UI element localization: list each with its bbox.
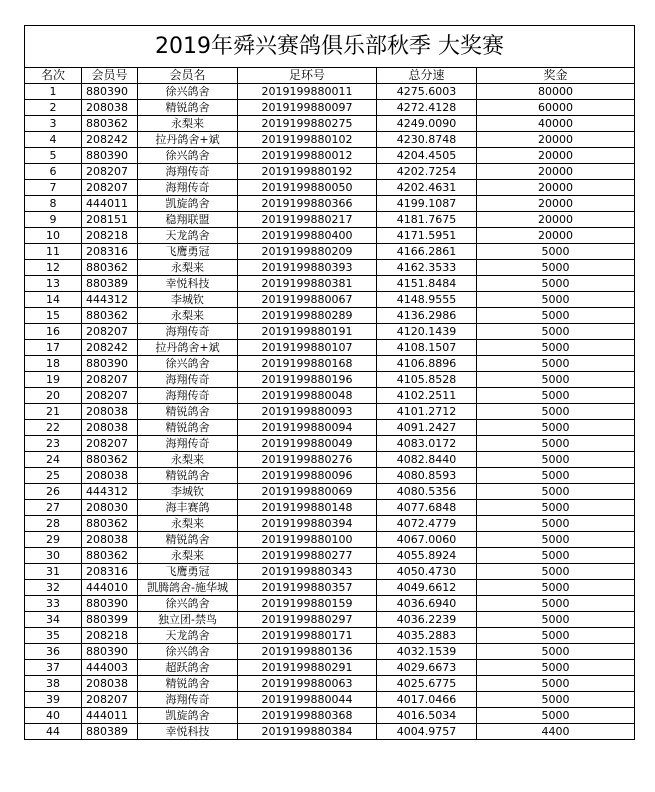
member-name-cell: 永梨来 bbox=[138, 308, 238, 324]
total-speed-cell: 4017.0466 bbox=[377, 692, 477, 708]
prize-cell: 5000 bbox=[477, 644, 635, 660]
member-id-cell: 444312 bbox=[82, 484, 138, 500]
member-name-cell: 李城钦 bbox=[138, 484, 238, 500]
rank-cell: 4 bbox=[25, 132, 82, 148]
table-row bbox=[25, 260, 635, 276]
rank-cell: 18 bbox=[25, 356, 82, 372]
results-table bbox=[24, 25, 635, 740]
ring-number-cell: 2019199880148 bbox=[238, 500, 377, 516]
rank-cell: 36 bbox=[25, 644, 82, 660]
rank-cell: 9 bbox=[25, 212, 82, 228]
prize-cell: 5000 bbox=[477, 452, 635, 468]
table-row bbox=[25, 180, 635, 196]
rank-cell: 6 bbox=[25, 164, 82, 180]
total-speed-cell: 4249.0090 bbox=[377, 116, 477, 132]
ring-number-cell: 2019199880357 bbox=[238, 580, 377, 596]
column-header-prize: 奖金 bbox=[477, 68, 635, 84]
rank-cell: 23 bbox=[25, 436, 82, 452]
table-row bbox=[25, 244, 635, 260]
member-name-cell: 精锐鸽舍 bbox=[138, 676, 238, 692]
table-row bbox=[25, 548, 635, 564]
results-sheet bbox=[24, 25, 634, 740]
member-name-cell: 永梨来 bbox=[138, 548, 238, 564]
table-row bbox=[25, 148, 635, 164]
prize-cell: 5000 bbox=[477, 260, 635, 276]
rank-cell: 30 bbox=[25, 548, 82, 564]
table-row bbox=[25, 164, 635, 180]
ring-number-cell: 2019199880097 bbox=[238, 100, 377, 116]
member-name-cell: 飞鹰勇冠 bbox=[138, 244, 238, 260]
total-speed-cell: 4016.5034 bbox=[377, 708, 477, 724]
total-speed-cell: 4082.8440 bbox=[377, 452, 477, 468]
total-speed-cell: 4032.1539 bbox=[377, 644, 477, 660]
total-speed-cell: 4025.6775 bbox=[377, 676, 477, 692]
total-speed-cell: 4105.8528 bbox=[377, 372, 477, 388]
total-speed-cell: 4151.8484 bbox=[377, 276, 477, 292]
member-id-cell: 208207 bbox=[82, 372, 138, 388]
column-header-ring-number: 足环号 bbox=[238, 68, 377, 84]
member-id-cell: 880390 bbox=[82, 356, 138, 372]
member-id-cell: 208316 bbox=[82, 564, 138, 580]
total-speed-cell: 4036.2239 bbox=[377, 612, 477, 628]
prize-cell: 5000 bbox=[477, 468, 635, 484]
rank-cell: 20 bbox=[25, 388, 82, 404]
prize-cell: 5000 bbox=[477, 420, 635, 436]
table-row bbox=[25, 452, 635, 468]
ring-number-cell: 2019199880368 bbox=[238, 708, 377, 724]
header-row bbox=[25, 68, 635, 84]
table-row bbox=[25, 660, 635, 676]
member-name-cell: 海翔传奇 bbox=[138, 324, 238, 340]
ring-number-cell: 2019199880102 bbox=[238, 132, 377, 148]
total-speed-cell: 4036.6940 bbox=[377, 596, 477, 612]
prize-cell: 5000 bbox=[477, 356, 635, 372]
ring-number-cell: 2019199880159 bbox=[238, 596, 377, 612]
total-speed-cell: 4202.4631 bbox=[377, 180, 477, 196]
table-row bbox=[25, 564, 635, 580]
prize-cell: 5000 bbox=[477, 708, 635, 724]
ring-number-cell: 2019199880050 bbox=[238, 180, 377, 196]
ring-number-cell: 2019199880012 bbox=[238, 148, 377, 164]
column-header-total-speed: 总分速 bbox=[377, 68, 477, 84]
table-row bbox=[25, 388, 635, 404]
total-speed-cell: 4120.1439 bbox=[377, 324, 477, 340]
ring-number-cell: 2019199880277 bbox=[238, 548, 377, 564]
prize-cell: 5000 bbox=[477, 404, 635, 420]
member-name-cell: 徐兴鸽舍 bbox=[138, 596, 238, 612]
prize-cell: 5000 bbox=[477, 676, 635, 692]
member-id-cell: 208207 bbox=[82, 324, 138, 340]
prize-cell: 5000 bbox=[477, 500, 635, 516]
member-id-cell: 208038 bbox=[82, 404, 138, 420]
member-id-cell: 444010 bbox=[82, 580, 138, 596]
ring-number-cell: 2019199880384 bbox=[238, 724, 377, 740]
table-row bbox=[25, 708, 635, 724]
ring-number-cell: 2019199880291 bbox=[238, 660, 377, 676]
table-row bbox=[25, 324, 635, 340]
prize-cell: 5000 bbox=[477, 596, 635, 612]
member-name-cell: 海翔传奇 bbox=[138, 372, 238, 388]
table-row bbox=[25, 84, 635, 100]
table-row bbox=[25, 196, 635, 212]
member-name-cell: 凯腾鸽舍-施华城 bbox=[138, 580, 238, 596]
ring-number-cell: 2019199880276 bbox=[238, 452, 377, 468]
member-id-cell: 880362 bbox=[82, 116, 138, 132]
ring-number-cell: 2019199880011 bbox=[238, 84, 377, 100]
prize-cell: 60000 bbox=[477, 100, 635, 116]
ring-number-cell: 2019199880343 bbox=[238, 564, 377, 580]
member-name-cell: 海翔传奇 bbox=[138, 692, 238, 708]
table-row bbox=[25, 500, 635, 516]
table-row bbox=[25, 228, 635, 244]
member-id-cell: 880390 bbox=[82, 596, 138, 612]
rank-cell: 34 bbox=[25, 612, 82, 628]
member-id-cell: 880362 bbox=[82, 548, 138, 564]
total-speed-cell: 4035.2883 bbox=[377, 628, 477, 644]
ring-number-cell: 2019199880100 bbox=[238, 532, 377, 548]
ring-number-cell: 2019199880196 bbox=[238, 372, 377, 388]
member-name-cell: 精锐鸽舍 bbox=[138, 404, 238, 420]
rank-cell: 15 bbox=[25, 308, 82, 324]
table-row bbox=[25, 484, 635, 500]
rank-cell: 1 bbox=[25, 84, 82, 100]
rank-cell: 21 bbox=[25, 404, 82, 420]
member-name-cell: 李城钦 bbox=[138, 292, 238, 308]
total-speed-cell: 4055.8924 bbox=[377, 548, 477, 564]
member-id-cell: 208207 bbox=[82, 388, 138, 404]
member-name-cell: 精锐鸽舍 bbox=[138, 100, 238, 116]
member-id-cell: 880399 bbox=[82, 612, 138, 628]
total-speed-cell: 4162.3533 bbox=[377, 260, 477, 276]
ring-number-cell: 2019199880094 bbox=[238, 420, 377, 436]
member-id-cell: 208151 bbox=[82, 212, 138, 228]
sheet-title: 2019年舜兴赛鸽俱乐部秋季 大奖赛 bbox=[25, 26, 635, 68]
member-name-cell: 徐兴鸽舍 bbox=[138, 84, 238, 100]
member-name-cell: 永梨来 bbox=[138, 116, 238, 132]
column-header-member-name: 会员名 bbox=[138, 68, 238, 84]
ring-number-cell: 2019199880136 bbox=[238, 644, 377, 660]
total-speed-cell: 4199.1087 bbox=[377, 196, 477, 212]
ring-number-cell: 2019199880096 bbox=[238, 468, 377, 484]
total-speed-cell: 4272.4128 bbox=[377, 100, 477, 116]
prize-cell: 40000 bbox=[477, 116, 635, 132]
total-speed-cell: 4050.4730 bbox=[377, 564, 477, 580]
member-id-cell: 880389 bbox=[82, 724, 138, 740]
member-name-cell: 徐兴鸽舍 bbox=[138, 356, 238, 372]
ring-number-cell: 2019199880063 bbox=[238, 676, 377, 692]
rank-cell: 38 bbox=[25, 676, 82, 692]
member-id-cell: 444011 bbox=[82, 708, 138, 724]
ring-number-cell: 2019199880297 bbox=[238, 612, 377, 628]
rank-cell: 2 bbox=[25, 100, 82, 116]
member-name-cell: 永梨来 bbox=[138, 452, 238, 468]
prize-cell: 5000 bbox=[477, 564, 635, 580]
table-row bbox=[25, 644, 635, 660]
member-name-cell: 海翔传奇 bbox=[138, 388, 238, 404]
ring-number-cell: 2019199880209 bbox=[238, 244, 377, 260]
member-name-cell: 飞鹰勇冠 bbox=[138, 564, 238, 580]
total-speed-cell: 4091.2427 bbox=[377, 420, 477, 436]
rank-cell: 44 bbox=[25, 724, 82, 740]
member-id-cell: 208038 bbox=[82, 420, 138, 436]
rank-cell: 7 bbox=[25, 180, 82, 196]
prize-cell: 80000 bbox=[477, 84, 635, 100]
table-row bbox=[25, 724, 635, 740]
member-id-cell: 880390 bbox=[82, 644, 138, 660]
member-id-cell: 208207 bbox=[82, 692, 138, 708]
total-speed-cell: 4166.2861 bbox=[377, 244, 477, 260]
rank-cell: 3 bbox=[25, 116, 82, 132]
ring-number-cell: 2019199880069 bbox=[238, 484, 377, 500]
total-speed-cell: 4101.2712 bbox=[377, 404, 477, 420]
ring-number-cell: 2019199880381 bbox=[238, 276, 377, 292]
rank-cell: 31 bbox=[25, 564, 82, 580]
rank-cell: 14 bbox=[25, 292, 82, 308]
total-speed-cell: 4102.2511 bbox=[377, 388, 477, 404]
rank-cell: 16 bbox=[25, 324, 82, 340]
table-row bbox=[25, 308, 635, 324]
prize-cell: 5000 bbox=[477, 308, 635, 324]
prize-cell: 5000 bbox=[477, 532, 635, 548]
member-id-cell: 880390 bbox=[82, 84, 138, 100]
table-row bbox=[25, 212, 635, 228]
prize-cell: 5000 bbox=[477, 340, 635, 356]
prize-cell: 5000 bbox=[477, 692, 635, 708]
ring-number-cell: 2019199880192 bbox=[238, 164, 377, 180]
member-id-cell: 880362 bbox=[82, 516, 138, 532]
ring-number-cell: 2019199880394 bbox=[238, 516, 377, 532]
member-id-cell: 208207 bbox=[82, 436, 138, 452]
rank-cell: 22 bbox=[25, 420, 82, 436]
member-name-cell: 精锐鸽舍 bbox=[138, 532, 238, 548]
member-name-cell: 幸悦科技 bbox=[138, 724, 238, 740]
total-speed-cell: 4080.5356 bbox=[377, 484, 477, 500]
member-name-cell: 超跃鸽舍 bbox=[138, 660, 238, 676]
column-header-rank: 名次 bbox=[25, 68, 82, 84]
member-id-cell: 208038 bbox=[82, 100, 138, 116]
rank-cell: 24 bbox=[25, 452, 82, 468]
ring-number-cell: 2019199880366 bbox=[238, 196, 377, 212]
member-name-cell: 海翔传奇 bbox=[138, 164, 238, 180]
total-speed-cell: 4171.5951 bbox=[377, 228, 477, 244]
total-speed-cell: 4080.8593 bbox=[377, 468, 477, 484]
prize-cell: 5000 bbox=[477, 324, 635, 340]
member-name-cell: 徐兴鸽舍 bbox=[138, 644, 238, 660]
member-name-cell: 永梨来 bbox=[138, 516, 238, 532]
prize-cell: 20000 bbox=[477, 164, 635, 180]
ring-number-cell: 2019199880275 bbox=[238, 116, 377, 132]
total-speed-cell: 4029.6673 bbox=[377, 660, 477, 676]
ring-number-cell: 2019199880400 bbox=[238, 228, 377, 244]
table-row bbox=[25, 516, 635, 532]
total-speed-cell: 4108.1507 bbox=[377, 340, 477, 356]
member-id-cell: 880362 bbox=[82, 260, 138, 276]
member-id-cell: 208207 bbox=[82, 164, 138, 180]
prize-cell: 5000 bbox=[477, 628, 635, 644]
rank-cell: 17 bbox=[25, 340, 82, 356]
prize-cell: 20000 bbox=[477, 228, 635, 244]
rank-cell: 12 bbox=[25, 260, 82, 276]
member-name-cell: 精锐鸽舍 bbox=[138, 468, 238, 484]
prize-cell: 5000 bbox=[477, 244, 635, 260]
prize-cell: 20000 bbox=[477, 132, 635, 148]
total-speed-cell: 4067.0060 bbox=[377, 532, 477, 548]
ring-number-cell: 2019199880393 bbox=[238, 260, 377, 276]
member-name-cell: 稳翔联盟 bbox=[138, 212, 238, 228]
total-speed-cell: 4230.8748 bbox=[377, 132, 477, 148]
member-id-cell: 208316 bbox=[82, 244, 138, 260]
rank-cell: 29 bbox=[25, 532, 82, 548]
column-header-member-id: 会员号 bbox=[82, 68, 138, 84]
prize-cell: 5000 bbox=[477, 516, 635, 532]
prize-cell: 5000 bbox=[477, 484, 635, 500]
prize-cell: 20000 bbox=[477, 180, 635, 196]
total-speed-cell: 4083.0172 bbox=[377, 436, 477, 452]
member-name-cell: 拉丹鸽舍+斌 bbox=[138, 132, 238, 148]
table-row bbox=[25, 420, 635, 436]
prize-cell: 5000 bbox=[477, 580, 635, 596]
prize-cell: 5000 bbox=[477, 660, 635, 676]
total-speed-cell: 4202.7254 bbox=[377, 164, 477, 180]
rank-cell: 39 bbox=[25, 692, 82, 708]
ring-number-cell: 2019199880168 bbox=[238, 356, 377, 372]
table-row bbox=[25, 372, 635, 388]
member-id-cell: 880362 bbox=[82, 452, 138, 468]
prize-cell: 5000 bbox=[477, 388, 635, 404]
total-speed-cell: 4275.6003 bbox=[377, 84, 477, 100]
table-row bbox=[25, 532, 635, 548]
ring-number-cell: 2019199880191 bbox=[238, 324, 377, 340]
total-speed-cell: 4077.6848 bbox=[377, 500, 477, 516]
table-row bbox=[25, 100, 635, 116]
total-speed-cell: 4136.2986 bbox=[377, 308, 477, 324]
member-id-cell: 444011 bbox=[82, 196, 138, 212]
member-name-cell: 凯旋鸽舍 bbox=[138, 708, 238, 724]
table-row bbox=[25, 340, 635, 356]
rank-cell: 26 bbox=[25, 484, 82, 500]
ring-number-cell: 2019199880067 bbox=[238, 292, 377, 308]
ring-number-cell: 2019199880107 bbox=[238, 340, 377, 356]
total-speed-cell: 4072.4779 bbox=[377, 516, 477, 532]
ring-number-cell: 2019199880044 bbox=[238, 692, 377, 708]
member-id-cell: 208242 bbox=[82, 132, 138, 148]
member-name-cell: 幸悦科技 bbox=[138, 276, 238, 292]
prize-cell: 20000 bbox=[477, 212, 635, 228]
table-row bbox=[25, 468, 635, 484]
member-id-cell: 880362 bbox=[82, 308, 138, 324]
ring-number-cell: 2019199880171 bbox=[238, 628, 377, 644]
rank-cell: 40 bbox=[25, 708, 82, 724]
rank-cell: 33 bbox=[25, 596, 82, 612]
member-name-cell: 天龙鸽舍 bbox=[138, 228, 238, 244]
rank-cell: 10 bbox=[25, 228, 82, 244]
rank-cell: 27 bbox=[25, 500, 82, 516]
total-speed-cell: 4181.7675 bbox=[377, 212, 477, 228]
table-row bbox=[25, 356, 635, 372]
member-id-cell: 208242 bbox=[82, 340, 138, 356]
prize-cell: 5000 bbox=[477, 548, 635, 564]
member-id-cell: 208038 bbox=[82, 532, 138, 548]
prize-cell: 5000 bbox=[477, 276, 635, 292]
table-row bbox=[25, 676, 635, 692]
member-id-cell: 208038 bbox=[82, 676, 138, 692]
table-row bbox=[25, 580, 635, 596]
table-row bbox=[25, 292, 635, 308]
total-speed-cell: 4148.9555 bbox=[377, 292, 477, 308]
rank-cell: 13 bbox=[25, 276, 82, 292]
member-name-cell: 徐兴鸽舍 bbox=[138, 148, 238, 164]
member-name-cell: 海丰赛鸽 bbox=[138, 500, 238, 516]
ring-number-cell: 2019199880289 bbox=[238, 308, 377, 324]
rank-cell: 32 bbox=[25, 580, 82, 596]
member-id-cell: 208218 bbox=[82, 228, 138, 244]
member-name-cell: 海翔传奇 bbox=[138, 180, 238, 196]
prize-cell: 4400 bbox=[477, 724, 635, 740]
prize-cell: 5000 bbox=[477, 292, 635, 308]
prize-cell: 20000 bbox=[477, 196, 635, 212]
rank-cell: 35 bbox=[25, 628, 82, 644]
member-id-cell: 444003 bbox=[82, 660, 138, 676]
rank-cell: 5 bbox=[25, 148, 82, 164]
ring-number-cell: 2019199880049 bbox=[238, 436, 377, 452]
rank-cell: 28 bbox=[25, 516, 82, 532]
member-name-cell: 拉丹鸽舍+斌 bbox=[138, 340, 238, 356]
member-id-cell: 444312 bbox=[82, 292, 138, 308]
member-name-cell: 永梨来 bbox=[138, 260, 238, 276]
rank-cell: 11 bbox=[25, 244, 82, 260]
table-row bbox=[25, 132, 635, 148]
prize-cell: 5000 bbox=[477, 372, 635, 388]
member-name-cell: 独立团-禁鸟 bbox=[138, 612, 238, 628]
member-id-cell: 208207 bbox=[82, 180, 138, 196]
table-row bbox=[25, 436, 635, 452]
rank-cell: 37 bbox=[25, 660, 82, 676]
member-id-cell: 880390 bbox=[82, 148, 138, 164]
table-row bbox=[25, 612, 635, 628]
rank-cell: 25 bbox=[25, 468, 82, 484]
ring-number-cell: 2019199880217 bbox=[238, 212, 377, 228]
member-name-cell: 海翔传奇 bbox=[138, 436, 238, 452]
total-speed-cell: 4204.4505 bbox=[377, 148, 477, 164]
total-speed-cell: 4106.8896 bbox=[377, 356, 477, 372]
ring-number-cell: 2019199880048 bbox=[238, 388, 377, 404]
total-speed-cell: 4004.9757 bbox=[377, 724, 477, 740]
member-name-cell: 凯旋鸽舍 bbox=[138, 196, 238, 212]
table-row bbox=[25, 404, 635, 420]
rank-cell: 19 bbox=[25, 372, 82, 388]
table-row bbox=[25, 276, 635, 292]
member-id-cell: 208218 bbox=[82, 628, 138, 644]
table-row bbox=[25, 628, 635, 644]
member-id-cell: 208038 bbox=[82, 468, 138, 484]
member-id-cell: 880389 bbox=[82, 276, 138, 292]
prize-cell: 20000 bbox=[477, 148, 635, 164]
member-name-cell: 天龙鸽舍 bbox=[138, 628, 238, 644]
prize-cell: 5000 bbox=[477, 612, 635, 628]
ring-number-cell: 2019199880093 bbox=[238, 404, 377, 420]
rank-cell: 8 bbox=[25, 196, 82, 212]
table-row bbox=[25, 692, 635, 708]
total-speed-cell: 4049.6612 bbox=[377, 580, 477, 596]
member-name-cell: 精锐鸽舍 bbox=[138, 420, 238, 436]
member-id-cell: 208030 bbox=[82, 500, 138, 516]
table-row bbox=[25, 116, 635, 132]
table-row bbox=[25, 596, 635, 612]
prize-cell: 5000 bbox=[477, 436, 635, 452]
